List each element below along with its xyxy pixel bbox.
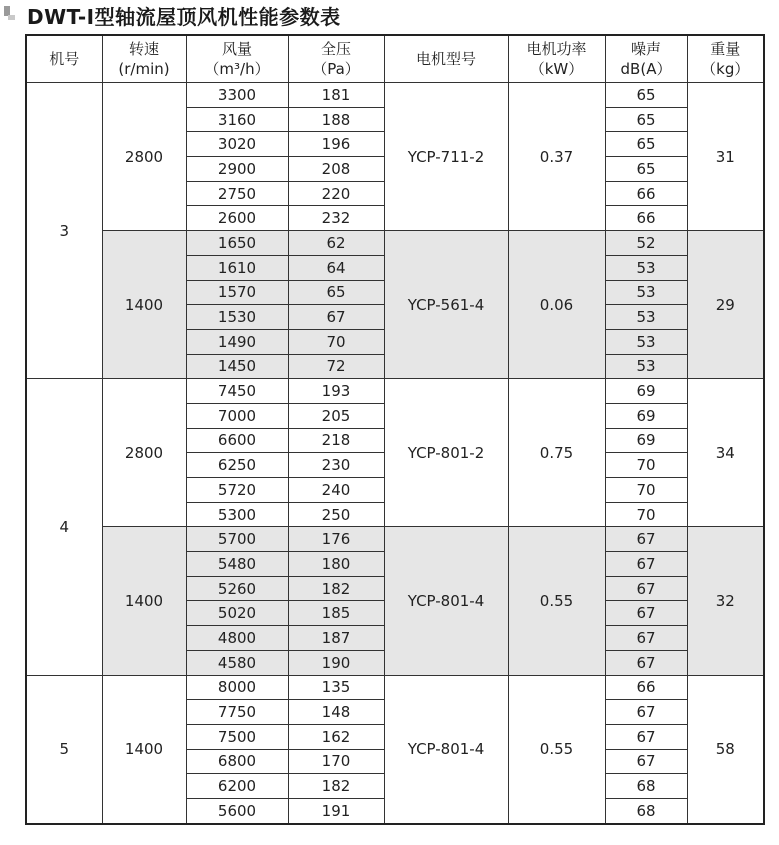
cell-airflow: 3020	[186, 132, 288, 157]
cell-pressure: 193	[288, 379, 384, 404]
cell-pressure: 62	[288, 231, 384, 256]
header-speed: 转速 (r/min)	[102, 35, 186, 83]
cell-pressure: 187	[288, 626, 384, 651]
cell-pressure: 181	[288, 83, 384, 108]
cell-noise: 69	[605, 428, 687, 453]
cell-noise: 53	[605, 305, 687, 330]
cell-noise: 68	[605, 774, 687, 799]
cell-pressure: 170	[288, 749, 384, 774]
table-header-row	[26, 35, 764, 83]
cell-weight: 34	[687, 379, 764, 527]
cell-airflow: 2750	[186, 181, 288, 206]
cell-weight: 31	[687, 83, 764, 231]
cell-power: 0.55	[508, 675, 605, 824]
cell-airflow: 6200	[186, 774, 288, 799]
cell-noise: 66	[605, 675, 687, 700]
header-model: 机号	[26, 35, 102, 83]
cell-motor: YCP-561-4	[384, 231, 508, 379]
cell-noise: 67	[605, 700, 687, 725]
cell-airflow: 1650	[186, 231, 288, 256]
header-power: 电机功率 （kW）	[508, 35, 605, 83]
table-row	[26, 527, 764, 552]
cell-airflow: 4800	[186, 626, 288, 651]
cell-noise: 53	[605, 329, 687, 354]
cell-speed: 1400	[102, 231, 186, 379]
cell-noise: 70	[605, 478, 687, 503]
cell-model: 3	[26, 83, 102, 379]
cell-noise: 52	[605, 231, 687, 256]
cell-airflow: 1530	[186, 305, 288, 330]
cell-noise: 67	[605, 527, 687, 552]
cell-pressure: 72	[288, 354, 384, 379]
performance-table	[25, 34, 765, 825]
cell-noise: 67	[605, 626, 687, 651]
cell-airflow: 8000	[186, 675, 288, 700]
cell-noise: 65	[605, 157, 687, 182]
table-row	[26, 83, 764, 108]
cell-noise: 67	[605, 552, 687, 577]
cell-noise: 67	[605, 650, 687, 675]
cell-pressure: 180	[288, 552, 384, 577]
cell-airflow: 5260	[186, 576, 288, 601]
cell-airflow: 5020	[186, 601, 288, 626]
cell-noise: 65	[605, 107, 687, 132]
cell-pressure: 67	[288, 305, 384, 330]
cell-model: 4	[26, 379, 102, 675]
cell-airflow: 5600	[186, 798, 288, 823]
cell-pressure: 148	[288, 700, 384, 725]
cell-pressure: 182	[288, 774, 384, 799]
cell-airflow: 1490	[186, 329, 288, 354]
cell-pressure: 191	[288, 798, 384, 823]
cell-pressure: 250	[288, 502, 384, 527]
cell-airflow: 6600	[186, 428, 288, 453]
cell-noise: 53	[605, 255, 687, 280]
cell-airflow: 5300	[186, 502, 288, 527]
cell-pressure: 218	[288, 428, 384, 453]
cell-airflow: 5720	[186, 478, 288, 503]
cell-speed: 2800	[102, 379, 186, 527]
cell-airflow: 2600	[186, 206, 288, 231]
cell-airflow: 5700	[186, 527, 288, 552]
cell-noise: 53	[605, 354, 687, 379]
header-weight: 重量 （kg）	[687, 35, 764, 83]
page-title: DWT-I型轴流屋顶风机性能参数表	[27, 5, 341, 29]
cell-pressure: 135	[288, 675, 384, 700]
title-bullet-icon	[4, 6, 16, 20]
cell-airflow: 3300	[186, 83, 288, 108]
cell-airflow: 1610	[186, 255, 288, 280]
cell-pressure: 64	[288, 255, 384, 280]
cell-airflow: 7750	[186, 700, 288, 725]
table-row	[26, 231, 764, 256]
cell-noise: 67	[605, 576, 687, 601]
cell-airflow: 2900	[186, 157, 288, 182]
cell-noise: 65	[605, 83, 687, 108]
header-airflow: 风量 （m³/h）	[186, 35, 288, 83]
cell-weight: 58	[687, 675, 764, 824]
cell-power: 0.55	[508, 527, 605, 675]
cell-airflow: 5480	[186, 552, 288, 577]
cell-motor: YCP-801-4	[384, 527, 508, 675]
cell-airflow: 4580	[186, 650, 288, 675]
header-motor: 电机型号	[384, 35, 508, 83]
cell-pressure: 208	[288, 157, 384, 182]
cell-noise: 65	[605, 132, 687, 157]
cell-motor: YCP-711-2	[384, 83, 508, 231]
cell-pressure: 205	[288, 403, 384, 428]
header-noise: 噪声 dB(A）	[605, 35, 687, 83]
cell-pressure: 65	[288, 280, 384, 305]
cell-motor: YCP-801-2	[384, 379, 508, 527]
cell-motor: YCP-801-4	[384, 675, 508, 824]
cell-airflow: 1570	[186, 280, 288, 305]
cell-noise: 69	[605, 379, 687, 404]
cell-airflow: 1450	[186, 354, 288, 379]
cell-speed: 1400	[102, 527, 186, 675]
cell-pressure: 188	[288, 107, 384, 132]
cell-pressure: 220	[288, 181, 384, 206]
cell-pressure: 190	[288, 650, 384, 675]
cell-airflow: 3160	[186, 107, 288, 132]
cell-pressure: 185	[288, 601, 384, 626]
cell-airflow: 6800	[186, 749, 288, 774]
cell-pressure: 176	[288, 527, 384, 552]
cell-noise: 67	[605, 749, 687, 774]
cell-pressure: 70	[288, 329, 384, 354]
cell-power: 0.06	[508, 231, 605, 379]
cell-noise: 67	[605, 601, 687, 626]
table-row	[26, 379, 764, 404]
cell-airflow: 6250	[186, 453, 288, 478]
cell-model: 5	[26, 675, 102, 824]
cell-pressure: 240	[288, 478, 384, 503]
cell-noise: 67	[605, 724, 687, 749]
cell-noise: 66	[605, 206, 687, 231]
cell-pressure: 182	[288, 576, 384, 601]
cell-speed: 2800	[102, 83, 186, 231]
cell-speed: 1400	[102, 675, 186, 824]
cell-airflow: 7000	[186, 403, 288, 428]
cell-pressure: 230	[288, 453, 384, 478]
cell-noise: 70	[605, 502, 687, 527]
header-pressure: 全压 （Pa）	[288, 35, 384, 83]
cell-pressure: 196	[288, 132, 384, 157]
cell-noise: 69	[605, 403, 687, 428]
cell-pressure: 232	[288, 206, 384, 231]
cell-power: 0.75	[508, 379, 605, 527]
cell-noise: 68	[605, 798, 687, 823]
cell-noise: 70	[605, 453, 687, 478]
cell-noise: 66	[605, 181, 687, 206]
cell-noise: 53	[605, 280, 687, 305]
cell-airflow: 7450	[186, 379, 288, 404]
cell-weight: 32	[687, 527, 764, 675]
cell-airflow: 7500	[186, 724, 288, 749]
cell-weight: 29	[687, 231, 764, 379]
cell-pressure: 162	[288, 724, 384, 749]
table-row	[26, 675, 764, 700]
cell-power: 0.37	[508, 83, 605, 231]
